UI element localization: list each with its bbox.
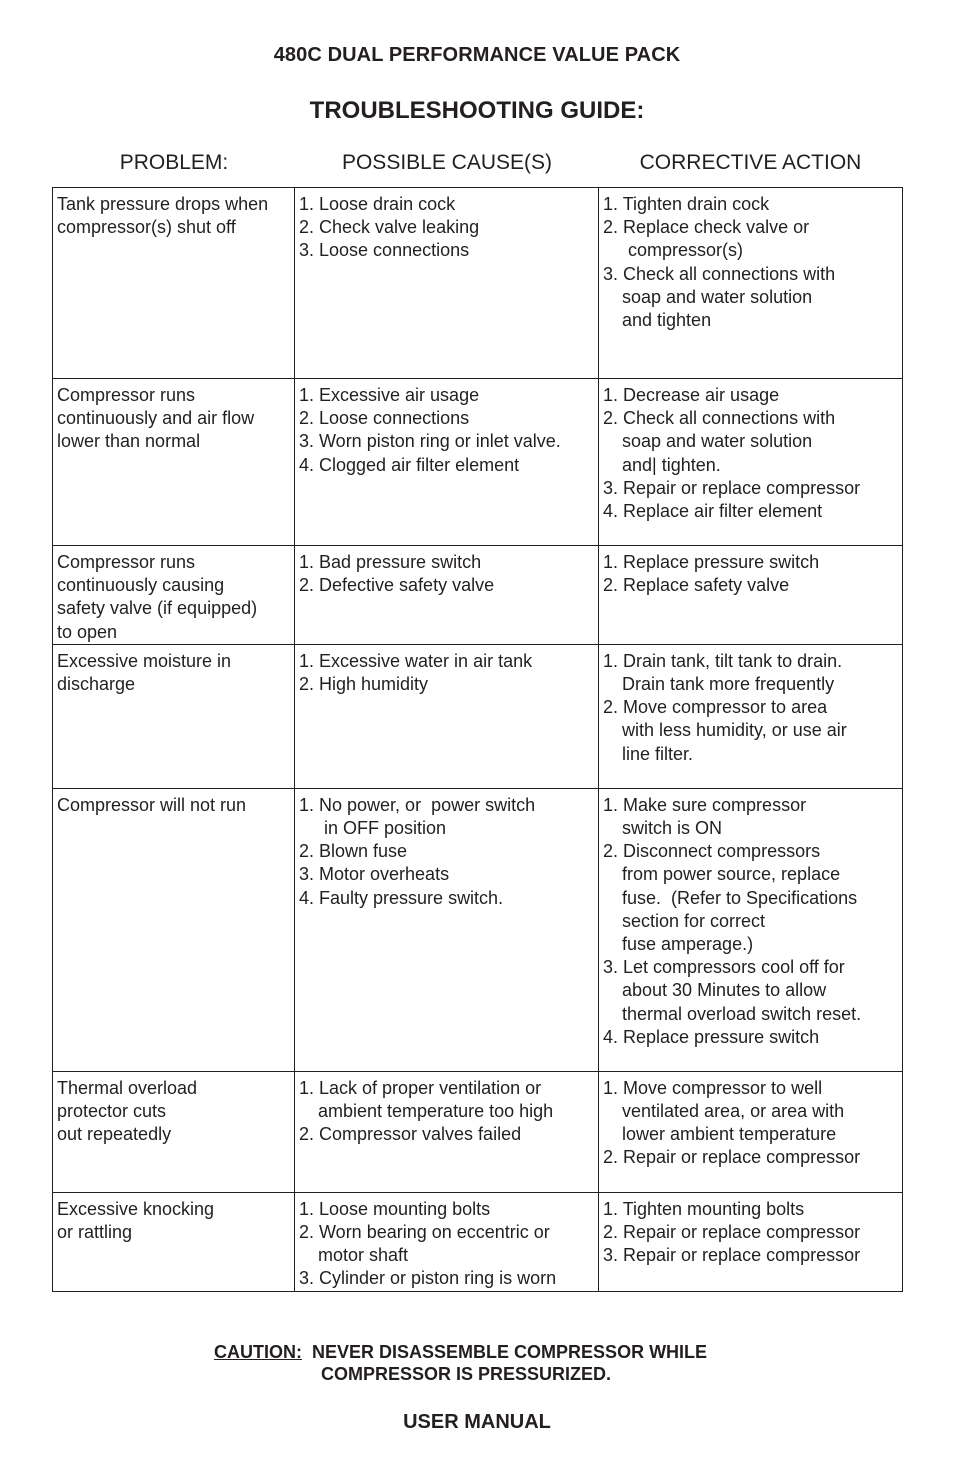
action-item: 3. Repair or replace compressor xyxy=(603,1245,861,1266)
table-row xyxy=(53,1192,903,1291)
action-item: thermal overload switch reset. xyxy=(622,1003,862,1024)
table-row xyxy=(53,788,903,1071)
action-item: 2. Replace check valve or xyxy=(603,217,810,238)
cause-item: 2. High humidity xyxy=(299,674,429,695)
action-item: fuse. (Refer to Specifications xyxy=(622,887,858,908)
cause-item: in OFF position xyxy=(324,818,447,839)
cause-item: 2. Compressor valves failed xyxy=(299,1124,522,1145)
problem-line: lower than normal xyxy=(57,431,201,452)
caution-label: CAUTION: xyxy=(214,1342,302,1362)
action-cell xyxy=(599,546,903,645)
problem-line: Compressor runs xyxy=(57,385,196,405)
cause-item: 4. Clogged air filter element xyxy=(299,454,520,475)
action-item: 3. Let compressors cool off for xyxy=(603,957,845,978)
action-item: 3. Repair or replace compressor xyxy=(603,477,861,498)
action-item: 2. Replace safety valve xyxy=(603,575,790,596)
cause-item: 1. Loose mounting bolts xyxy=(299,1198,491,1219)
caution-line-1: NEVER DISASSEMBLE COMPRESSOR WHILE xyxy=(312,1342,708,1362)
cause-cell xyxy=(295,1071,599,1192)
cause-item: ambient temperature too high xyxy=(318,1101,554,1122)
column-header-problem: PROBLEM: xyxy=(119,151,229,174)
cause-item: 1. Loose drain cock xyxy=(299,194,456,214)
cause-item: 1. Bad pressure switch xyxy=(299,552,482,572)
action-item: compressor(s) xyxy=(628,240,744,261)
action-item: 2. Disconnect compressors xyxy=(603,841,821,862)
caution-line-2: COMPRESSOR IS PRESSURIZED. xyxy=(321,1364,612,1384)
action-item: 2. Move compressor to area xyxy=(603,697,828,718)
problem-line: Compressor runs xyxy=(57,552,196,572)
cause-item: 3. Cylinder or piston ring is worn xyxy=(299,1268,557,1289)
action-item: and tighten xyxy=(622,310,712,331)
action-item: 1. Move compressor to well xyxy=(603,1077,823,1098)
cause-cell xyxy=(295,188,599,379)
action-cell xyxy=(599,644,903,788)
cause-item: 2. Blown fuse xyxy=(299,841,408,862)
cause-cell xyxy=(295,1192,599,1291)
cause-item: 2. Check valve leaking xyxy=(299,217,480,238)
table-row xyxy=(53,188,903,379)
cause-cell xyxy=(295,546,599,645)
action-item: Drain tank more frequently xyxy=(622,674,835,695)
cause-item: motor shaft xyxy=(318,1245,409,1266)
cause-item: 1. No power, or power switch xyxy=(299,794,536,815)
cause-item: 4. Faulty pressure switch. xyxy=(299,887,504,908)
table-row xyxy=(53,379,903,546)
action-item: 2. Repair or replace compressor xyxy=(603,1147,861,1168)
problem-cell xyxy=(53,788,295,1071)
action-item: switch is ON xyxy=(622,818,723,839)
footer-user-manual: USER MANUAL xyxy=(403,1411,551,1433)
problem-line: Excessive moisture in xyxy=(57,650,232,671)
cause-cell xyxy=(295,788,599,1071)
action-cell xyxy=(599,379,903,546)
cause-item: 2. Loose connections xyxy=(299,408,470,429)
cause-item: 3. Worn piston ring or inlet valve. xyxy=(299,431,561,452)
table-row xyxy=(53,1071,903,1192)
problem-line: or rattling xyxy=(57,1222,133,1243)
action-item: 2. Repair or replace compressor xyxy=(603,1222,861,1243)
problem-cell xyxy=(53,188,295,379)
action-item: 2. Check all connections with xyxy=(603,408,836,429)
action-item: fuse amperage.) xyxy=(622,934,754,955)
problem-line: discharge xyxy=(57,674,136,695)
cause-cell xyxy=(295,379,599,546)
problem-line: continuously causing xyxy=(57,575,225,596)
table-row xyxy=(53,546,903,645)
cause-cell xyxy=(295,644,599,788)
guide-title: TROUBLESHOOTING GUIDE: xyxy=(309,97,645,124)
problem-line: Compressor will not run xyxy=(57,794,247,815)
cause-item: 2. Defective safety valve xyxy=(299,575,495,596)
problem-cell xyxy=(53,1192,295,1291)
problem-line: compressor(s) shut off xyxy=(57,217,236,238)
table-row xyxy=(53,644,903,788)
action-item: with less humidity, or use air xyxy=(622,720,847,741)
action-item: about 30 Minutes to allow xyxy=(622,980,827,1001)
action-item: 1. Tighten drain cock xyxy=(603,194,770,214)
action-item: section for correct xyxy=(622,910,766,931)
action-cell xyxy=(599,788,903,1071)
problem-line: continuously and air flow xyxy=(57,408,255,429)
action-item: line filter. xyxy=(622,743,694,764)
action-item: soap and water solution xyxy=(622,286,813,307)
problem-line: Tank pressure drops when xyxy=(57,194,269,214)
action-item: 3. Check all connections with xyxy=(603,263,836,284)
action-item: 1. Make sure compressor xyxy=(603,794,807,815)
problem-line: Excessive knocking xyxy=(57,1198,215,1219)
problem-cell xyxy=(53,1071,295,1192)
action-item: 1. Replace pressure switch xyxy=(603,552,820,572)
problem-line: protector cuts xyxy=(57,1101,167,1122)
action-cell xyxy=(599,188,903,379)
action-item: soap and water solution xyxy=(622,431,813,452)
problem-line: Thermal overload xyxy=(57,1077,198,1098)
action-cell xyxy=(599,1071,903,1192)
action-item: from power source, replace xyxy=(622,864,841,885)
problem-line: out repeatedly xyxy=(57,1124,172,1145)
action-item: and| tighten. xyxy=(622,454,721,475)
cause-item: 3. Loose connections xyxy=(299,240,470,261)
action-cell xyxy=(599,1192,903,1291)
caution-notice xyxy=(214,1341,707,1364)
action-item: 4. Replace air filter element xyxy=(603,501,823,522)
problem-line: safety valve (if equipped) xyxy=(57,598,258,619)
column-header-corrective-action: CORRECTIVE ACTION xyxy=(639,151,862,174)
cause-item: 1. Excessive water in air tank xyxy=(299,650,533,671)
problem-cell xyxy=(53,379,295,546)
cause-item: 2. Worn bearing on eccentric or xyxy=(299,1222,550,1243)
action-item: 4. Replace pressure switch xyxy=(603,1026,820,1047)
action-item: 1. Tighten mounting bolts xyxy=(603,1198,805,1219)
problem-cell xyxy=(53,546,295,645)
document-title: 480C DUAL PERFORMANCE VALUE PACK xyxy=(273,44,681,66)
cause-item: 1. Excessive air usage xyxy=(299,385,480,405)
cause-item: 3. Motor overheats xyxy=(299,864,450,885)
action-item: 1. Decrease air usage xyxy=(603,385,780,405)
cause-item: 1. Lack of proper ventilation or xyxy=(299,1077,542,1098)
action-item: ventilated area, or area with xyxy=(622,1101,845,1122)
problem-cell xyxy=(53,644,295,788)
problem-line: to open xyxy=(57,621,118,642)
troubleshooting-table xyxy=(52,187,903,1292)
action-item: 1. Drain tank, tilt tank to drain. xyxy=(603,650,843,671)
column-header-possible-causes: POSSIBLE CAUSE(S) xyxy=(341,151,553,174)
action-item: lower ambient temperature xyxy=(622,1124,837,1145)
